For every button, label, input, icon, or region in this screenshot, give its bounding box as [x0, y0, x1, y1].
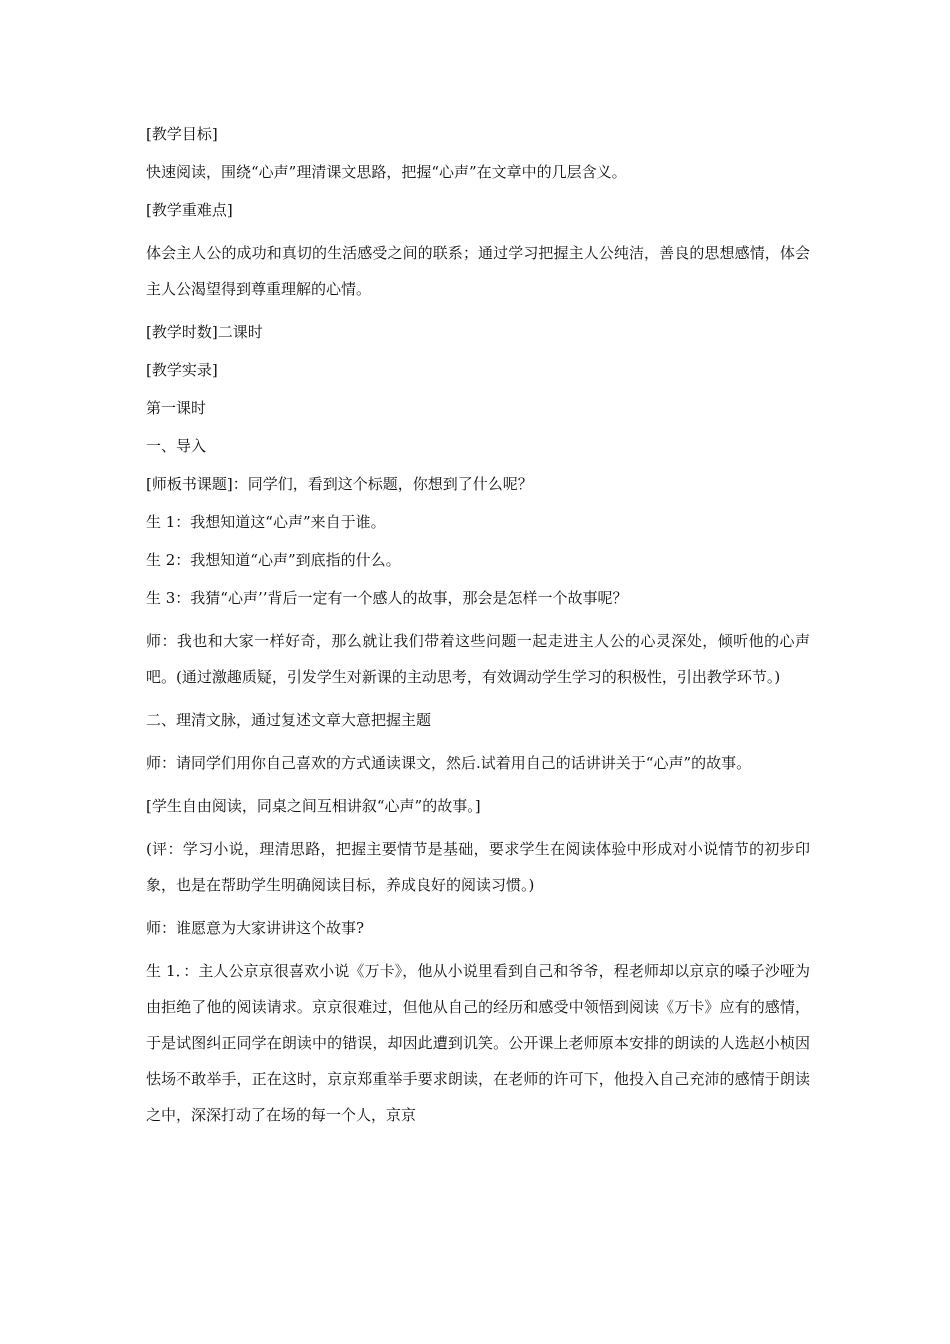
paragraph-student-story: 生 1．：主人公京京很喜欢小说《万卡》，他从小说里看到自己和爷爷，程老师却以京京的嗓子沙哑为由拒绝了他的阅读请求。京京很难过，但他从自己的经历和感受中领悟到阅读《万卡》应有的感情，于是试图纠正同学在朗读中的错误，却因此遭到讥笑。公开课上老师原本安排的朗读的人选赵小桢因怯场不敢举手，正在这时，京京郑重举手要求朗读，在老师的许可下，他投入自己充沛的感情于朗读之中，深深打动了在场的每一个人，京京	[146, 962, 810, 1124]
paragraph-teacher-reading-task: 师：请同学们用你自己喜欢的方式通读课文，然后.试着用自己的话讲讲关于“心声”的故事。	[146, 754, 752, 772]
paragraph-teacher-response: 师：我也和大家一样好奇，那么就让我们带着这些问题一起走进主人公的心灵深处，倾听他的心声吧。(通过激趣质疑，引发学生对新课的主动思考，有效调动学生学习的积极性，引出教学环节。)	[146, 632, 810, 686]
paragraph-student-2: 生 2：我想知道“心声”到底指的什么。	[146, 551, 401, 569]
heading-key-difficulties: [教学重难点]	[146, 201, 233, 219]
paragraph-difficulties: 体会主人公的成功和真切的生活感受之间的联系；通过学习把握主人公纯洁，善良的思想感情，体会主人公渴望得到尊重理解的心情。	[146, 244, 810, 298]
heading-first-lesson: 第一课时	[146, 399, 207, 417]
heading-teaching-record: [教学实录]	[146, 361, 218, 379]
heading-teaching-hours: [教学时数]二课时	[146, 323, 263, 341]
paragraph-comment: (评：学习小说，理清思路，把握主要情节是基础，要求学生在阅读体验中形成对小说情节的初步印象，也是在帮助学生明确阅读目标，养成良好的阅读习惯。)	[146, 840, 810, 894]
section-structure: 二、理清文脉，通过复述文章大意把握主题	[146, 711, 432, 729]
document-body	[146, 124, 810, 1133]
paragraph-student-activity: [学生自由阅读，同桌之间互相讲叙“心声”的故事。]	[146, 797, 481, 815]
paragraph-student-3: 生 3：我猜“心声’’背后一定有一个感人的故事，那会是怎样一个故事呢？	[146, 589, 628, 607]
heading-teaching-goals: [教学目标]	[146, 125, 218, 143]
section-introduction: 一、导入	[146, 437, 207, 455]
paragraph-teacher-question: [师板书课题]：同学们，看到这个标题，你想到了什么呢？	[146, 475, 533, 493]
paragraph-student-1: 生 1：我想知道这“心声”来自于谁。	[146, 513, 386, 531]
paragraph-teacher-invite: 师：谁愿意为大家讲讲这个故事?	[146, 919, 365, 937]
paragraph-goals: 快速阅读，围绕“心声”理清课文思路，把握“心声”在文章中的几层含义。	[146, 163, 627, 181]
